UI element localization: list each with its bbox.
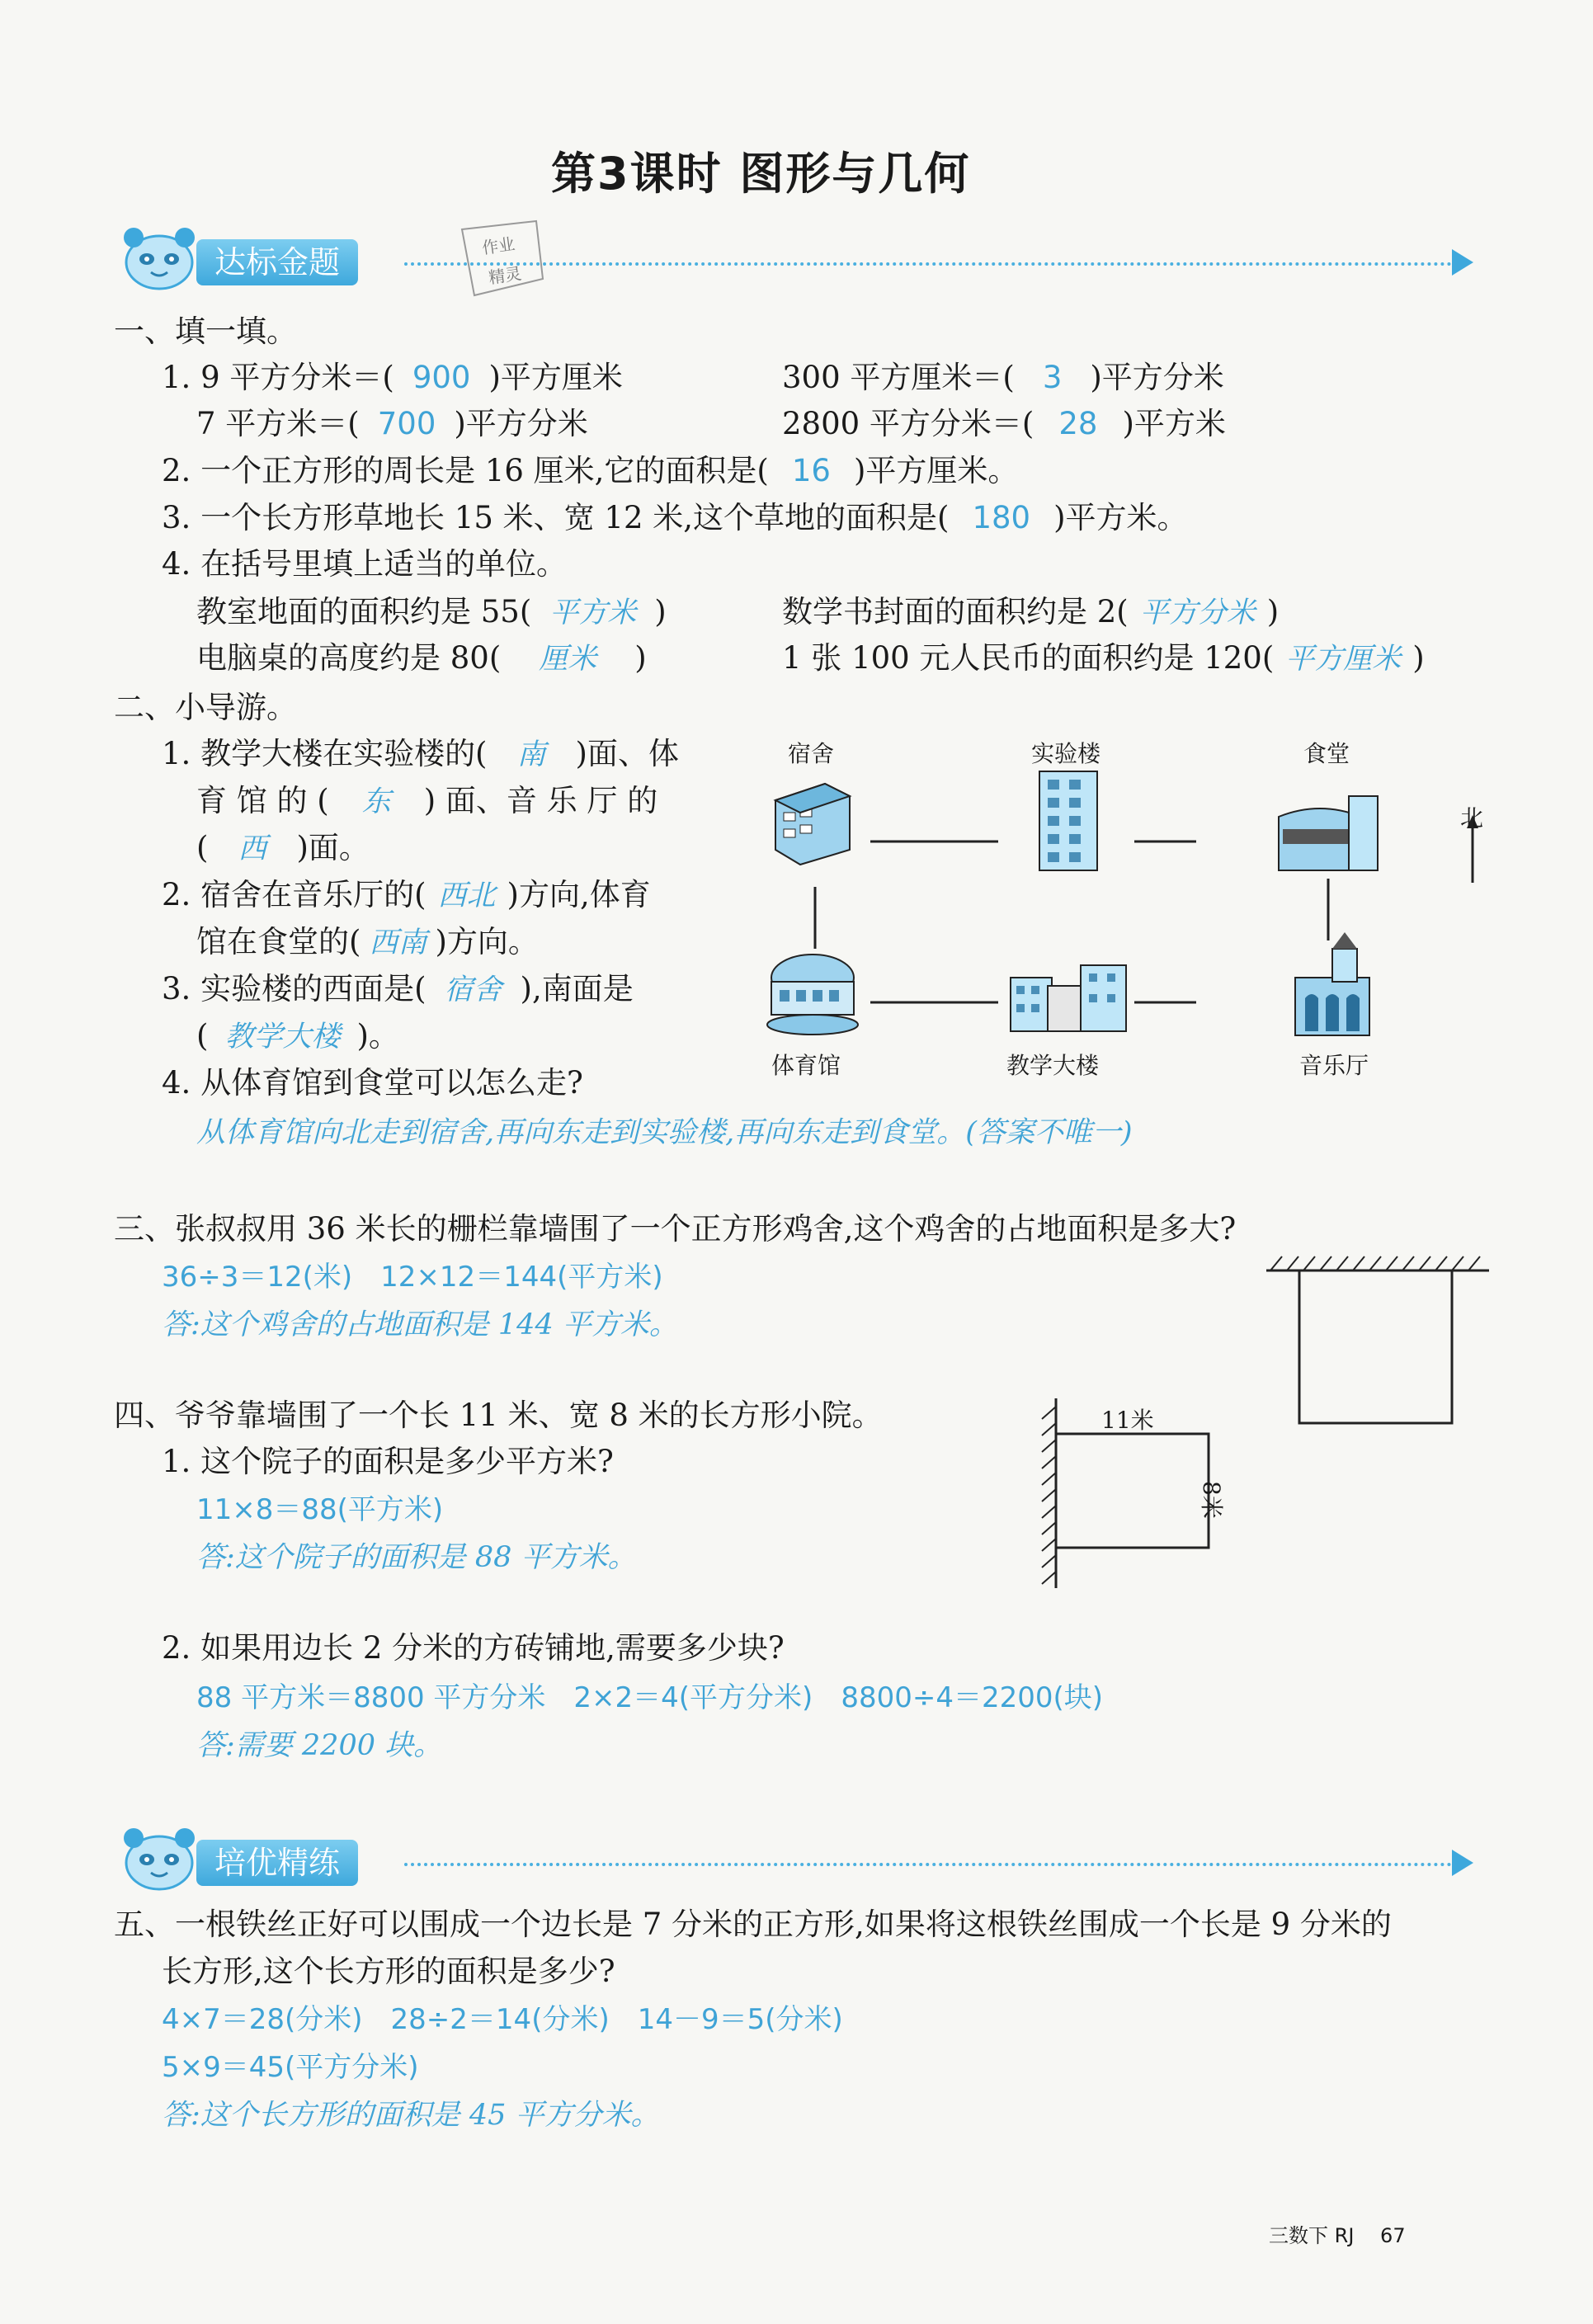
answer-blank: 900	[412, 360, 471, 395]
q3-answer2: 答:这个鸡舍的占地面积是 144 平方米。	[162, 1308, 678, 1341]
stamp-text-1: 作业	[480, 233, 516, 258]
q5-text2: 长方形,这个长方形的面积是多少?	[162, 1954, 615, 1989]
q2-line7: ( 教学大楼 )。	[196, 1018, 399, 1054]
answer-blank: 700	[377, 406, 436, 441]
coop-diagram	[1262, 1250, 1493, 1431]
answer-blank: 180	[972, 500, 1031, 535]
answer-blank: 平方米	[549, 596, 637, 629]
q4-sub1: 1. 这个院子的面积是多少平方米?	[162, 1444, 614, 1479]
q2-line5: 馆在食堂的( 西南 )方向。	[196, 924, 539, 959]
answer-blank: 16	[791, 453, 831, 488]
q2-answer4: 从体育馆向北走到宿舍,再向东走到实验楼,再向东走到食堂。(答案不唯一)	[196, 1116, 1133, 1149]
q2-line8: 4. 从体育馆到食堂可以怎么走?	[162, 1065, 583, 1101]
label-teach: 教学大楼	[1006, 1052, 1100, 1079]
answer-blank: 平方厘米	[1285, 643, 1402, 676]
q5-answer2: 5×9＝45(平方分米)	[162, 2051, 419, 2084]
answer-blank: 28	[1058, 406, 1098, 441]
panda-mascot-icon	[114, 1822, 205, 1896]
arrow-icon	[1452, 1850, 1473, 1876]
q2-line1: 1. 教学大楼在实验楼的( 南 )面、体	[162, 736, 679, 771]
section-banner-advanced: 培优精练	[196, 1840, 358, 1886]
music-hall-icon	[1287, 932, 1378, 1039]
footer-info: 三数下 RJ 67	[1269, 2224, 1406, 2247]
yard-length-label: 11米	[1101, 1407, 1154, 1434]
q1-row6a: 教室地面的面积约是 55( 平方米 )	[196, 594, 667, 629]
q1-heading: 一、填一填。	[114, 313, 297, 349]
campus-map	[759, 726, 1501, 1089]
label-lab: 实验楼	[1031, 740, 1101, 767]
panda-mascot-icon	[114, 221, 205, 295]
q3-answer1: 36÷3＝12(米) 12×12＝144(平方米)	[162, 1261, 663, 1294]
q1-row6b: 数学书封面的面积约是 2( 平方分米 )	[782, 594, 1280, 629]
stamp-text-2: 精灵	[487, 263, 523, 288]
q1-row3: 2. 一个正方形的周长是 16 厘米,它的面积是( 16 )平方厘米。	[162, 453, 1019, 488]
label-dorm: 宿舍	[788, 740, 835, 767]
arrow-icon	[1452, 249, 1473, 276]
q2-line6: 3. 实验楼的西面是( 宿舍 ),南面是	[162, 971, 634, 1006]
q4-sub1-answer2: 答:这个院子的面积是 88 平方米。	[196, 1541, 637, 1574]
answer-blank: 3	[1042, 360, 1063, 395]
page-title: 第3课时 图形与几何	[551, 148, 971, 200]
q4-sub1-answer1: 11×8＝88(平方米)	[196, 1493, 444, 1526]
page-number: 67	[1380, 2224, 1406, 2247]
q2-line4: 2. 宿舍在音乐厅的( 西北 )方向,体育	[162, 877, 651, 912]
q1-row7b: 1 张 100 元人民币的面积约是 120( 平方厘米 )	[782, 640, 1425, 676]
q1-row1b: 300 平方厘米＝( 3 )平方分米	[782, 360, 1224, 395]
label-music: 音乐厅	[1299, 1052, 1369, 1079]
label-gym: 体育馆	[771, 1052, 841, 1079]
section-banner-standard: 达标金题	[196, 239, 358, 285]
yard-width-label: 8米	[1198, 1481, 1225, 1519]
divider	[404, 262, 1452, 266]
divider	[404, 1863, 1452, 1866]
dorm-building-icon	[759, 767, 858, 866]
gym-building-icon	[759, 949, 866, 1039]
q4-sub2: 2. 如果用边长 2 分米的方砖铺地,需要多少块?	[162, 1630, 785, 1666]
q3-text: 三、张叔叔用 36 米长的栅栏靠墙围了一个正方形鸡舍,这个鸡舍的占地面积是多大?	[114, 1211, 1237, 1247]
q4-text: 四、爷爷靠墙围了一个长 11 米、宽 8 米的长方形小院。	[114, 1398, 883, 1433]
q5-text1: 五、一根铁丝正好可以围成一个边长是 7 分米的正方形,如果将这根铁丝围成一个长是 9 分米的	[114, 1907, 1392, 1942]
q4-sub2-answer1: 88 平方米＝8800 平方分米 2×2＝4(平方分米) 8800÷4＝2200(块)	[196, 1681, 1104, 1714]
teaching-building-icon	[1006, 961, 1130, 1035]
stamp-logo	[445, 213, 553, 304]
q2-line3: ( 西 )面。	[196, 830, 370, 865]
q1-row5: 4. 在括号里填上适当的单位。	[162, 546, 568, 582]
label-canteen: 食堂	[1303, 740, 1350, 767]
answer-blank: 平方分米	[1139, 596, 1256, 629]
q1-row4: 3. 一个长方形草地长 15 米、宽 12 米,这个草地的面积是( 180 )平方米。	[162, 500, 1188, 535]
q1-row1a: 1. 9 平方分米＝( 900 )平方厘米	[162, 360, 623, 395]
q1-row2b: 2800 平方分米＝( 28 )平方米	[782, 406, 1226, 441]
q2-line2: 育 馆 的 ( 东 ) 面、音 乐 厅 的	[196, 783, 658, 818]
lab-building-icon	[1031, 767, 1105, 874]
q5-answer1: 4×7＝28(分米) 28÷2＝14(分米) 14－9＝5(分米)	[162, 2003, 843, 2036]
q4-sub2-answer2: 答:需要 2200 块。	[196, 1729, 443, 1762]
q2-heading: 二、小导游。	[114, 690, 297, 725]
q1-row7a: 电脑桌的高度约是 80( 厘米 )	[196, 640, 647, 676]
north-label: 北	[1460, 804, 1484, 832]
canteen-building-icon	[1270, 784, 1386, 874]
q1-row2a: 7 平方米＝( 700 )平方分米	[196, 406, 588, 441]
q5-answer3: 答:这个长方形的面积是 45 平方分米。	[162, 2099, 660, 2132]
answer-blank: 厘米	[539, 643, 597, 676]
